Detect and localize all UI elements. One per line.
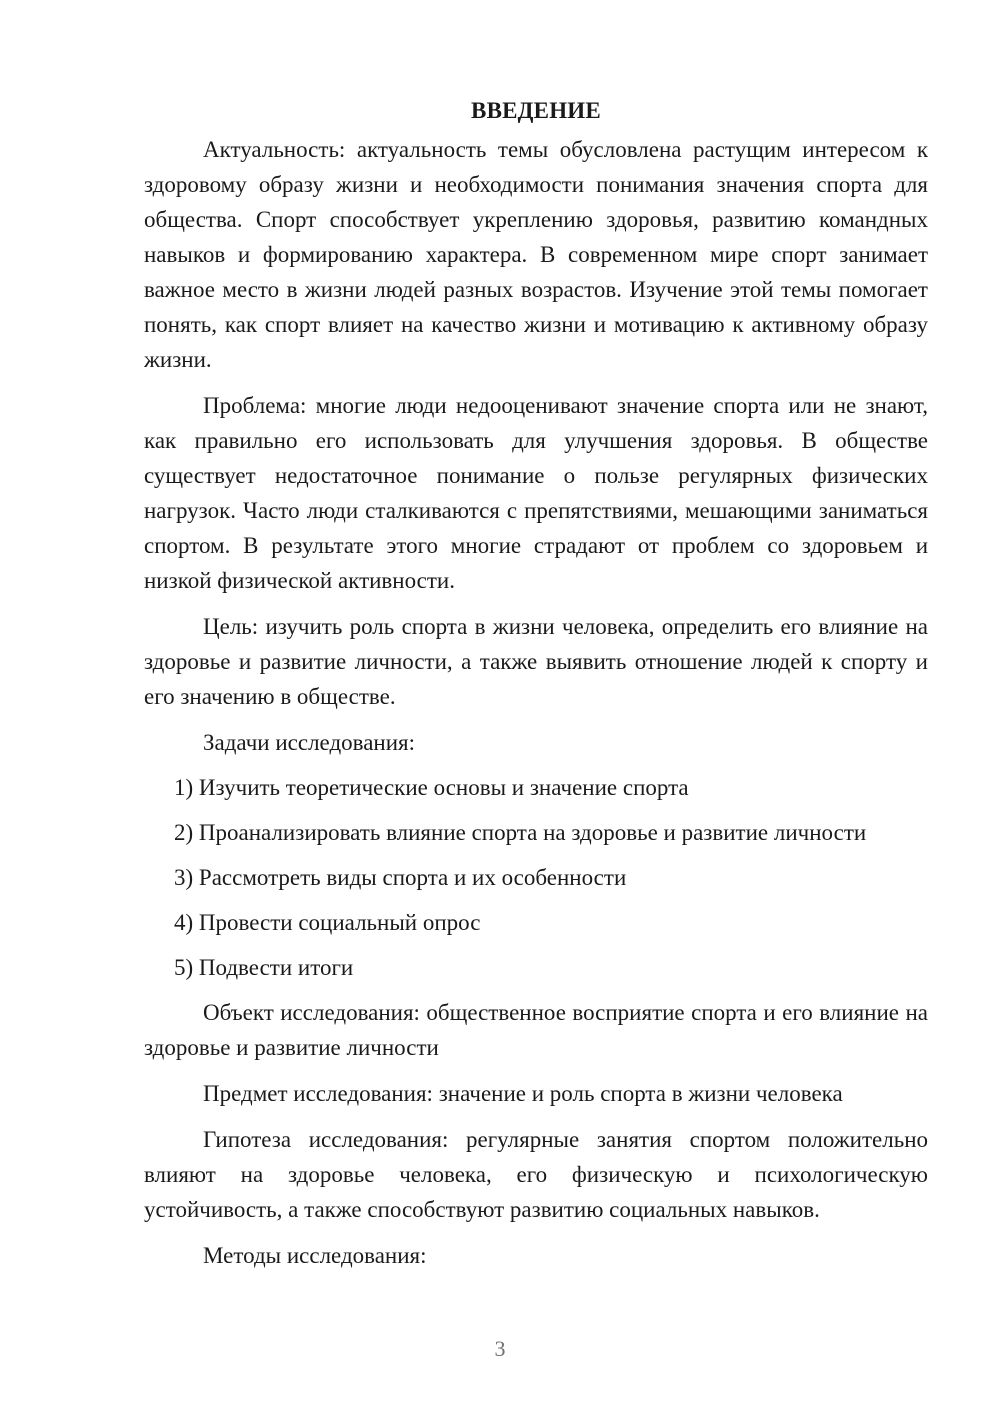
relevance-paragraph: Актуальность: актуальность темы обусловлена растущим интересом к здоровому образу жизни и необходимости понимания значения спорта для общества. Спорт способствует укреплению здоровья, развитию командных навыков и формированию характера. В современном мире спорт занимает важное место в жизни людей разных возрастов. Изучение этой темы помогает понять, как спорт влияет на качество жизни и мотивацию к активному образу жизни. bbox=[144, 137, 928, 372]
page-title: ВВЕДЕНИЕ bbox=[471, 98, 601, 123]
tasks-list bbox=[144, 770, 928, 985]
task-item: 2) Проанализировать влияние спорта на здоровье и развитие личности bbox=[174, 820, 867, 845]
page-number: 3 bbox=[494, 1336, 506, 1361]
subject-paragraph: Предмет исследования: значение и роль спорта в жизни человека bbox=[203, 1081, 843, 1106]
goal-paragraph: Цель: изучить роль спорта в жизни человека, определить его влияние на здоровье и развитие личности, а также выявить отношение людей к спорту и его значению в обществе. bbox=[144, 614, 928, 709]
object-paragraph: Объект исследования: общественное восприятие спорта и его влияние на здоровье и развитие личности bbox=[144, 1000, 928, 1060]
hypothesis-paragraph: Гипотеза исследования: регулярные занятия спортом положительно влияют на здоровье человека, его физическую и психологическую устойчивость, а также способствуют развитию социальных навыков. bbox=[144, 1127, 928, 1222]
document-page bbox=[144, 96, 928, 1283]
task-item: 5) Подвести итоги bbox=[174, 955, 354, 980]
task-item: 4) Провести социальный опрос bbox=[174, 910, 481, 935]
task-item: 1) Изучить теоретические основы и значение спорта bbox=[174, 775, 689, 800]
problem-paragraph: Проблема: многие люди недооценивают значение спорта или не знают, как правильно его использовать для улучшения здоровья. В обществе существует недостаточное понимание о пользе регулярных физических нагрузок. Часто люди сталкиваются с препятствиями, мешающими заниматься спортом. В результате этого многие страдают от проблем со здоровьем и низкой физической активности. bbox=[144, 393, 928, 593]
methods-heading: Методы исследования: bbox=[203, 1243, 427, 1268]
task-item: 3) Рассмотреть виды спорта и их особенности bbox=[174, 865, 627, 890]
tasks-heading: Задачи исследования: bbox=[203, 730, 416, 755]
